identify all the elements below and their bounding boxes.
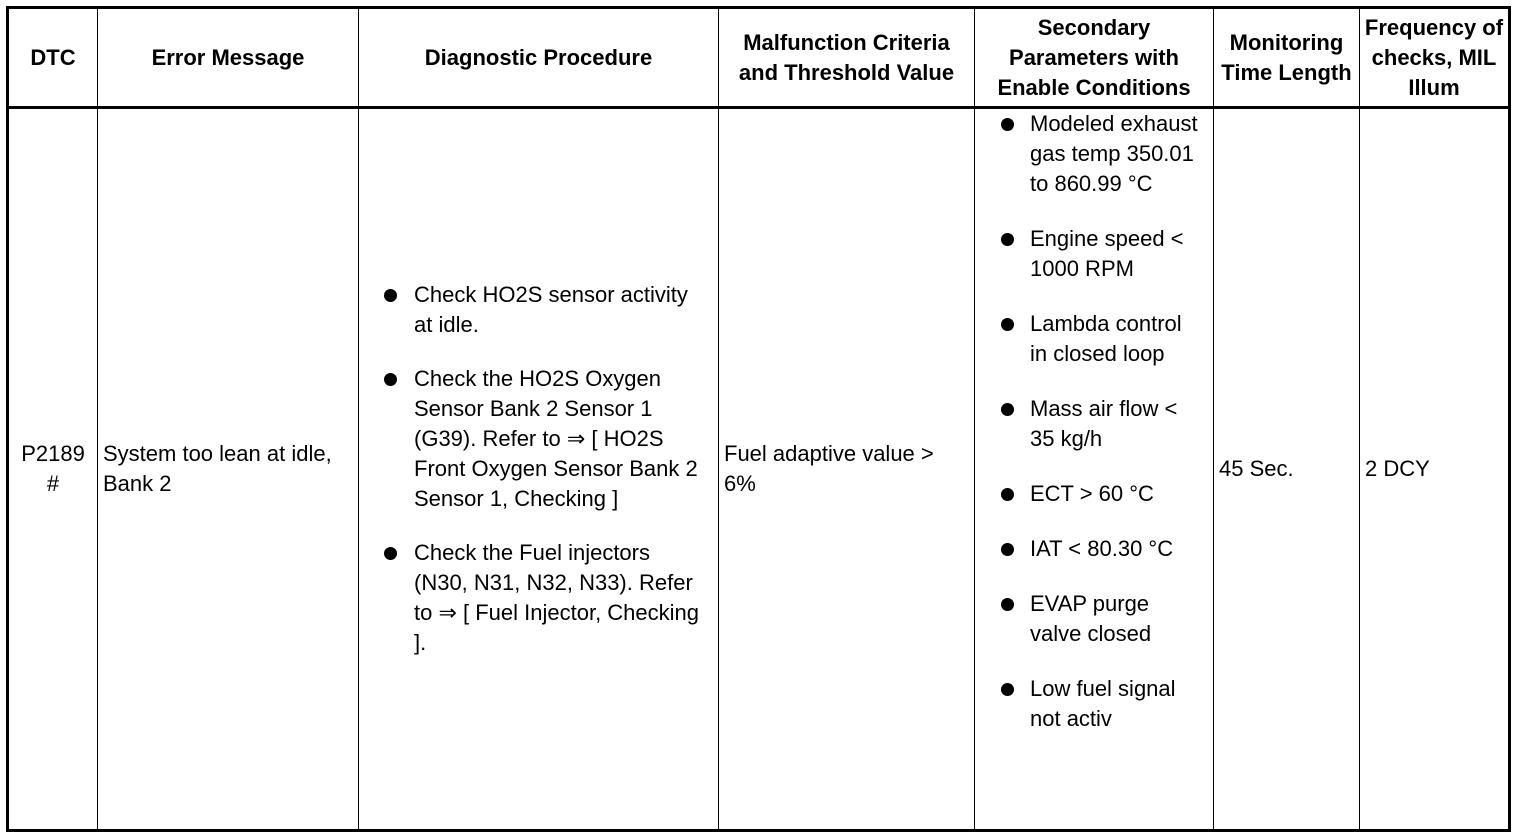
list-item [980,394,1208,454]
bullet-icon [1001,683,1014,696]
secondary-parameters-cell [975,108,1214,831]
dtc-table [6,6,1511,832]
bullet-icon [384,547,397,560]
list-item [980,674,1208,734]
bullet-icon [1001,318,1014,331]
parameter-text: ECT > 60 °C [1030,481,1154,506]
procedure-step: Check HO2S sensor activity at idle. [414,282,688,337]
list-item [980,224,1208,284]
list-item [980,309,1208,369]
parameter-text: IAT < 80.30 °C [1030,536,1174,561]
secondary-parameters-list [980,109,1208,734]
dtc-code: P2189 [21,441,85,466]
parameter-text: Engine speed < 1000 RPM [1030,226,1184,281]
bullet-icon [384,289,397,302]
header-malfunction-criteria: Malfunction Criteria and Threshold Value [719,8,975,108]
error-message-cell: System too lean at idle, Bank 2 [98,108,359,831]
bullet-icon [1001,488,1014,501]
dtc-table-container [6,6,1508,832]
procedure-list [364,280,713,658]
list-item [980,589,1208,649]
header-diagnostic-procedure: Diagnostic Procedure [359,8,719,108]
list-item [980,479,1208,509]
parameter-text: Mass air flow < 35 kg/h [1030,396,1178,451]
bullet-icon [1001,543,1014,556]
header-frequency: Frequency of checks, MIL Illum [1360,8,1510,108]
list-item [364,538,713,658]
dtc-mark: # [46,471,60,496]
bullet-icon [1001,403,1014,416]
bullet-icon [1001,118,1014,131]
list-item [980,534,1208,564]
header-row [8,8,1510,108]
header-error-message: Error Message [98,8,359,108]
parameter-text: Modeled exhaust gas temp 350.01 to 860.99 °C [1030,111,1198,196]
table-row [8,108,1510,831]
procedure-step: Check the Fuel injectors (N30, N31, N32, N33). Refer to ⇒ [ Fuel Injector, Checking ]. [414,540,700,655]
bullet-icon [384,373,397,386]
frequency-cell: 2 DCY [1360,108,1510,831]
header-secondary-parameters: Secondary Parameters with Enable Conditions [975,8,1214,108]
header-monitoring-time: Monitoring Time Length [1214,8,1360,108]
list-item [364,280,713,340]
parameter-text: Low fuel signal not activ [1030,676,1176,731]
list-item [364,364,713,514]
diagnostic-procedure-cell [359,108,719,831]
bullet-icon [1001,598,1014,611]
procedure-step: Check the HO2S Oxygen Sensor Bank 2 Sensor 1 (G39). Refer to ⇒ [ HO2S Front Oxygen Sensor Bank 2 Sensor 1, Checking ] [414,366,698,511]
list-item [980,109,1208,199]
monitoring-time-cell: 45 Sec. [1214,108,1360,831]
malfunction-criteria-cell: Fuel adaptive value > 6% [719,108,975,831]
bullet-icon [1001,233,1014,246]
dtc-cell [8,108,98,831]
header-dtc: DTC [8,8,98,108]
parameter-text: EVAP purge valve closed [1030,591,1152,646]
parameter-text: Lambda control in closed loop [1030,311,1182,366]
